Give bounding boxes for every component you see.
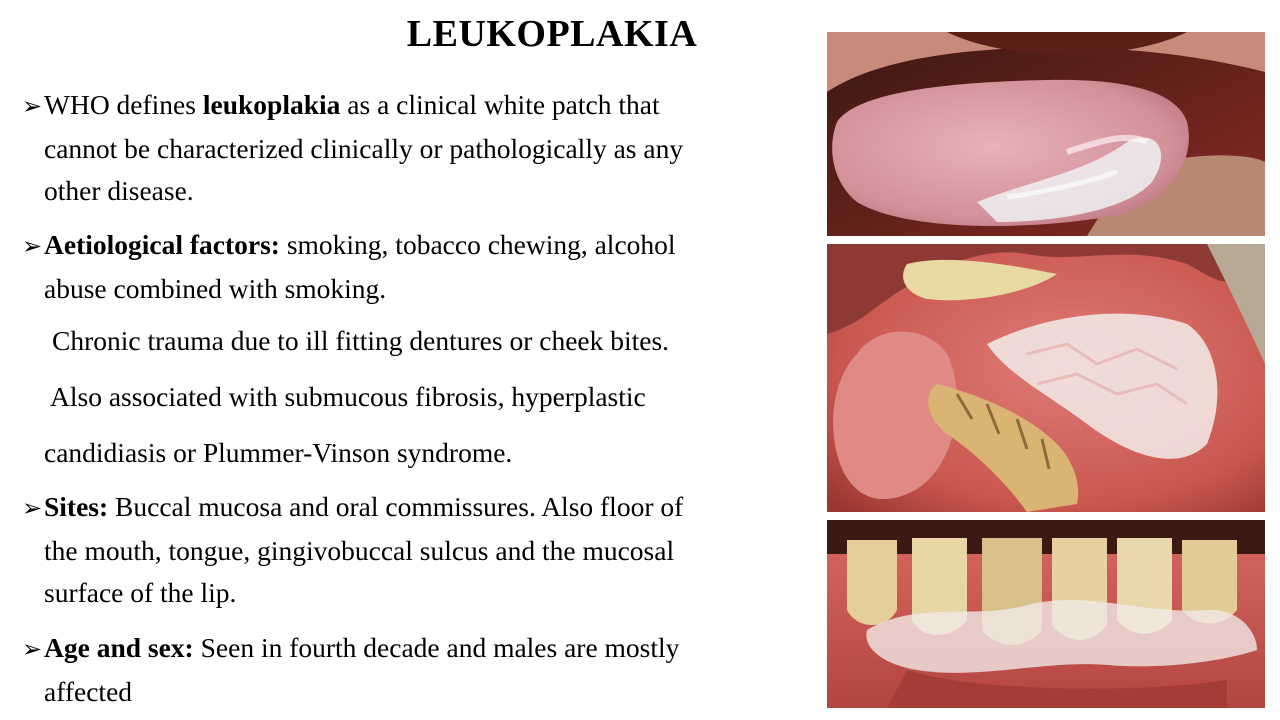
associated-conditions-line2: candidiasis or Plummer-Vinson syndrome. [44, 437, 513, 468]
arrow-bullet-icon: ➢ [22, 637, 43, 663]
slide-title: LEUKOPLAKIA [406, 13, 698, 55]
bullet-age-and-sex: ➢Age and sex: Seen in fourth decade and males are mostly affected [22, 627, 812, 713]
arrow-bullet-icon: ➢ [22, 94, 43, 120]
buccal-mucosa-leukoplakia-photo [827, 244, 1265, 512]
bullet-aetiological-factors: ➢Aetiological factors: smoking, tobacco chewing, alcohol abuse combined with smoking. [22, 224, 812, 310]
bullet-sites: ➢Sites: Buccal mucosa and oral commissures. Also floor of the mouth, tongue, gingivobuccal sulcus and the mucosal surface of the lip. [22, 486, 812, 614]
associated-conditions-line1: Also associated with submucous fibrosis, hyperplastic [50, 381, 646, 412]
arrow-bullet-icon: ➢ [22, 496, 43, 522]
gingiva-leukoplakia-photo [827, 520, 1265, 708]
tongue-leukoplakia-photo [827, 32, 1265, 236]
chronic-trauma-text: Chronic trauma due to ill fitting dentures or cheek bites. [52, 325, 670, 356]
bullet-who-definition: ➢WHO defines leukoplakia as a clinical white patch that cannot be characterized clinically or pathologically as any other disease. [22, 84, 812, 212]
arrow-bullet-icon: ➢ [22, 234, 43, 260]
